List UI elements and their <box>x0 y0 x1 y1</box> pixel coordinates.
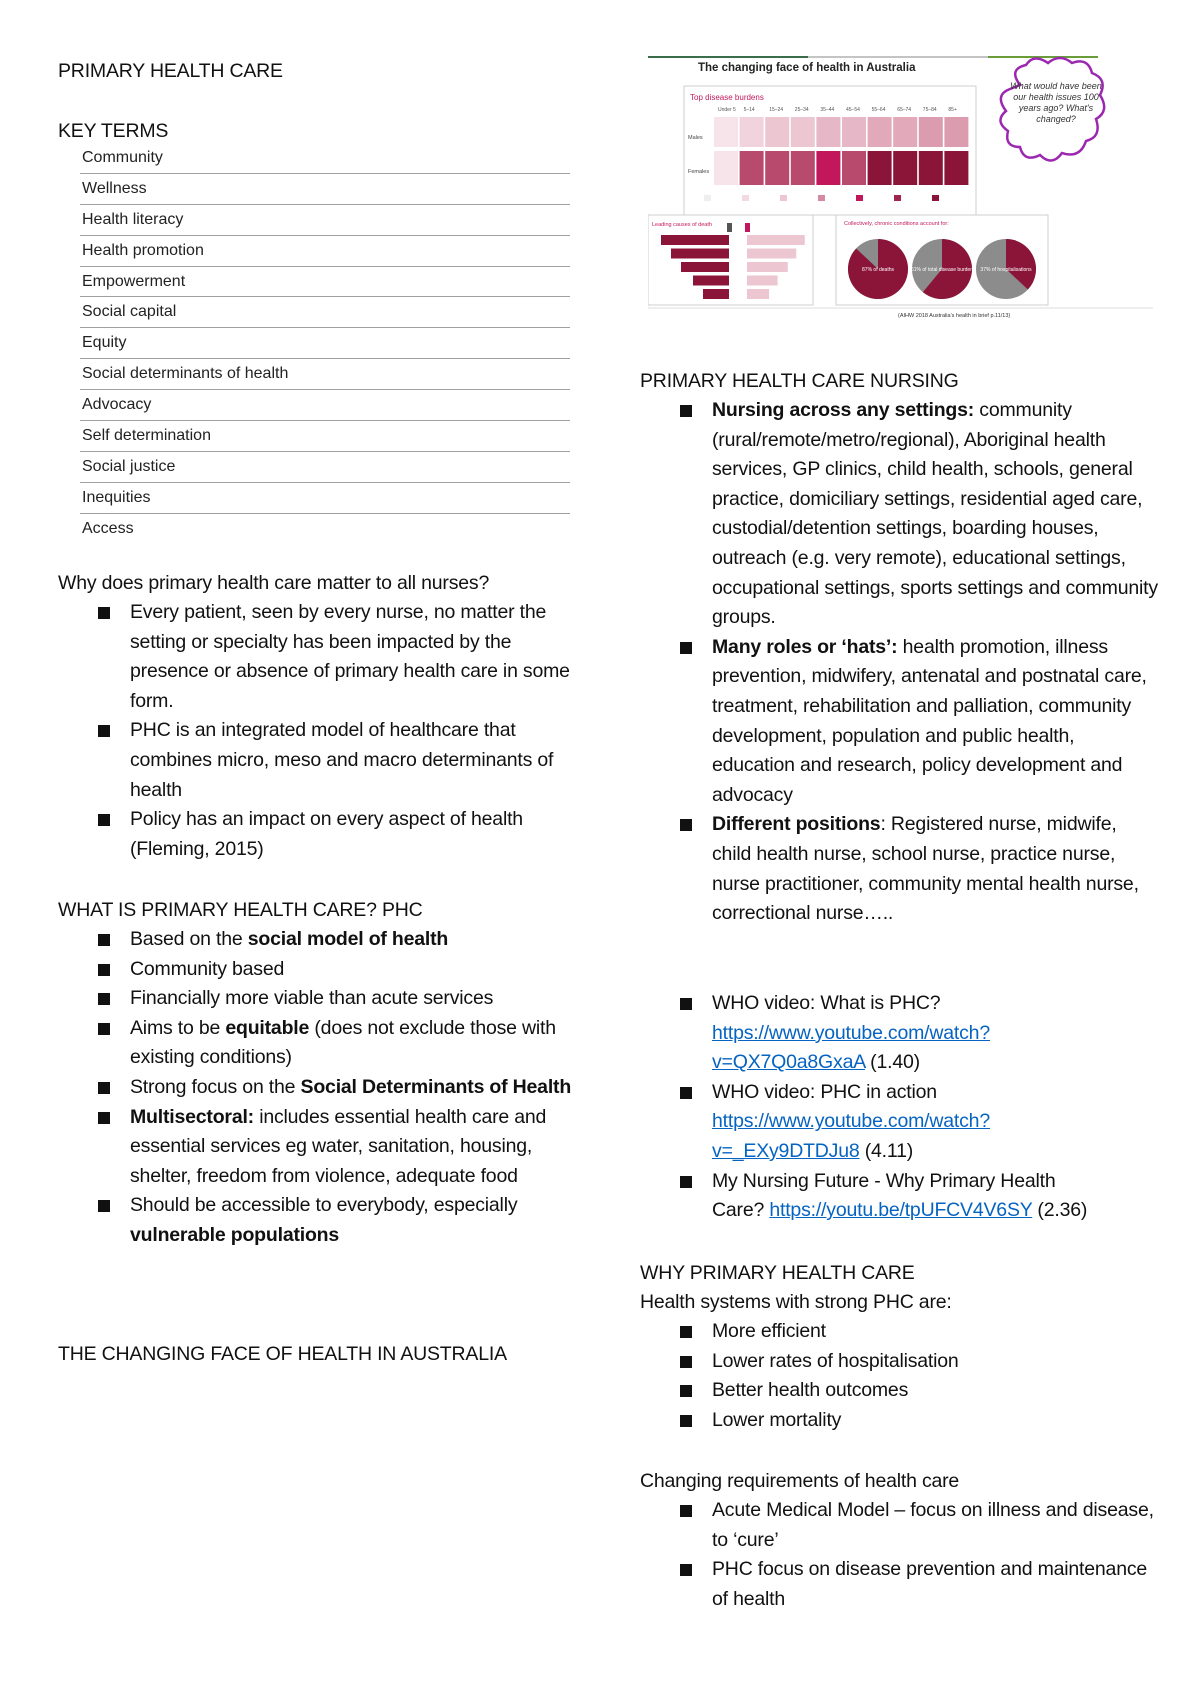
video-item-1 <box>640 989 1160 1078</box>
key-term-row: Empowerment <box>80 267 570 298</box>
bullet-icon <box>680 1385 692 1397</box>
bullet-icon <box>680 405 692 417</box>
item-text: More efficient <box>712 1320 826 1342</box>
age-label: Under 5 <box>718 107 736 113</box>
item-pre: Should be accessible to everybody, especially <box>130 1194 518 1217</box>
item-bold: Multisectoral: <box>130 1105 254 1128</box>
phcn-list <box>640 396 1160 929</box>
bullet-icon <box>680 819 692 831</box>
item-text: Acute Medical Model – focus on illness and disease, to ‘cure’ <box>712 1499 1154 1551</box>
age-label: 55–64 <box>871 107 886 113</box>
heatmap-cell-male <box>740 117 764 147</box>
male-icon <box>727 223 732 232</box>
item-text: Better health outcomes <box>712 1379 909 1402</box>
legend-swatch <box>780 195 787 201</box>
heatmap-cell-female <box>791 151 815 185</box>
funnel-bar-right <box>747 249 796 259</box>
bullet-icon <box>680 1087 692 1099</box>
disease-burden-title: Top disease burdens <box>690 93 764 102</box>
key-term-row: Social justice <box>80 452 570 483</box>
bullet-icon <box>680 1505 692 1517</box>
heatmap-cell-female <box>842 151 866 185</box>
bullet-icon <box>680 1564 692 1576</box>
item-text: Lower mortality <box>712 1408 842 1431</box>
requirements-list <box>640 1496 1160 1614</box>
why-list <box>58 598 578 864</box>
phcn-heading: PRIMARY HEALTH CARE NURSING <box>640 370 959 392</box>
heatmap-cell-male <box>816 117 840 147</box>
key-term-row: Inequities <box>80 483 570 514</box>
item-post: Policy has an impact on every aspect of health (Fleming, 2015) <box>130 808 523 860</box>
figure-source: (AIHW 2018 Australia's health in brief p.11/13) <box>898 313 1011 319</box>
item-text: : Registered nurse, midwife, child health nurse, school nurse, practice nurse, nurse practitioner, community mental health nurse, correctional nurse….. <box>712 813 1139 925</box>
bullet-icon <box>680 1326 692 1338</box>
bullet-icon <box>98 1200 110 1212</box>
bullet-icon <box>98 607 110 619</box>
heatmap-cell-female <box>893 151 917 185</box>
heatmap-cell-male <box>714 117 738 147</box>
list-item <box>640 1496 1160 1555</box>
legend-swatch <box>818 195 825 201</box>
funnel-bar-right <box>747 262 788 272</box>
item-pre: Aims to be <box>130 1016 226 1039</box>
heatmap-cell-male <box>919 117 943 147</box>
key-term-row: Self determination <box>80 421 570 452</box>
item-post: PHC is an integrated model of healthcare that combines micro, meso and macro determinants of health <box>130 719 554 801</box>
chronic-pies <box>848 239 1036 299</box>
changing-heading: THE CHANGING FACE OF HEALTH IN AUSTRALIA <box>58 1343 507 1365</box>
heatmap-cell-female <box>868 151 892 185</box>
bullet-icon <box>98 725 110 737</box>
pie-label: 61% of total disease burden <box>911 267 973 273</box>
heatmap-cell-male <box>868 117 892 147</box>
list-item <box>58 955 578 985</box>
item-bold: social model of health <box>247 928 449 950</box>
legend-swatch <box>742 195 749 201</box>
phcn-item <box>640 810 1160 928</box>
legend-swatch <box>932 195 939 201</box>
video2-time: (4.11) <box>859 1139 914 1162</box>
item-pre: Financially more viable than acute services <box>130 987 494 1010</box>
key-term-row: Health literacy <box>80 205 570 236</box>
item-bold: Social Determinants of Health <box>300 1075 572 1098</box>
bullet-icon <box>680 998 692 1010</box>
list-item <box>640 1317 1160 1347</box>
legend-swatch <box>894 195 901 201</box>
bubble-text: What would have been our health issues 100 years ago? What's changed? <box>1010 81 1102 124</box>
why-phc-sub: Health systems with strong PHC are: <box>640 1291 952 1313</box>
item-post: Every patient, seen by every nurse, no matter the setting or specialty has been impacted by the presence or absence of primary health care in some form. <box>130 601 570 712</box>
row-females-label: Females <box>688 169 710 175</box>
funnel-bar-right <box>747 235 805 245</box>
item-text: PHC focus on disease prevention and maintenance of health <box>712 1558 1148 1610</box>
what-list <box>58 925 578 1251</box>
list-item <box>58 1103 578 1192</box>
key-term-row: Health promotion <box>80 236 570 267</box>
item-bold: Different positions <box>712 813 881 836</box>
why-phc-heading: WHY PRIMARY HEALTH CARE <box>640 1262 915 1284</box>
bullet-icon <box>98 1082 110 1094</box>
chronic-conditions-title: Collectively, chronic conditions account for: <box>844 221 949 227</box>
heatmap-cell-female <box>816 151 840 185</box>
bullet-icon <box>98 814 110 826</box>
funnel-bar-left <box>681 262 729 272</box>
video-list <box>640 989 1160 1226</box>
item-bold: Many roles or ‘hats’: <box>712 635 898 658</box>
heatmap-cell-male <box>765 117 789 147</box>
item-pre: Strong focus on the <box>130 1075 301 1098</box>
funnel-bar-left <box>693 276 729 286</box>
age-label: 75–84 <box>922 107 937 113</box>
what-heading: WHAT IS PRIMARY HEALTH CARE? PHC <box>58 899 423 921</box>
heatmap-cell-female <box>740 151 764 185</box>
item-text: community (rural/remote/metro/regional), Aboriginal health services, GP clinics, child health, schools, general practice, domiciliary settings, residential aged care, custodial/detention settings, boarding houses, outreach (e.g. very remote), educational settings, occupational settings, sports settings and community groups. <box>712 399 1158 629</box>
video-item-3: My Nursing Future - Why Primary Health Care? https://youtu.be/tpUFCV4V6SY (2.36) <box>640 1167 1160 1226</box>
bullet-icon <box>98 1112 110 1124</box>
video2-text: WHO video: PHC in action <box>712 1080 937 1103</box>
item-bold: equitable <box>225 1016 310 1039</box>
age-label: 65–74 <box>897 107 912 113</box>
age-label: 15–24 <box>769 107 784 113</box>
bullet-icon <box>98 934 110 946</box>
list-item <box>640 1555 1160 1614</box>
list-item <box>58 984 578 1014</box>
requirements-heading: Changing requirements of health care <box>640 1470 960 1492</box>
figure-title: The changing face of health in Australia <box>698 62 916 74</box>
why-heading: Why does primary health care matter to all nurses? <box>58 572 490 594</box>
video-item-2 <box>640 1078 1160 1167</box>
bullet-icon <box>680 1415 692 1427</box>
why-phc-list <box>640 1317 1160 1435</box>
age-label: 85+ <box>948 107 957 113</box>
list-item <box>58 1014 578 1073</box>
video1-time: (1.40) <box>864 1051 920 1074</box>
pie-label: 87% of deaths <box>862 267 894 273</box>
phcn-item <box>640 633 1160 811</box>
changing-face-figure <box>648 55 1153 337</box>
bullet-icon <box>98 1023 110 1035</box>
legend-swatch <box>704 195 711 201</box>
age-label: 45–54 <box>846 107 860 113</box>
key-terms-table <box>80 143 570 545</box>
video2-link[interactable]: https://www.youtube.com/watch? v=_EXy9DTDJu8 <box>712 1110 990 1162</box>
list-item <box>58 1191 578 1250</box>
age-label: 35–44 <box>820 107 835 113</box>
funnel-bar-left <box>671 249 729 259</box>
key-term-row: Social determinants of health <box>80 359 570 390</box>
list-item <box>58 925 578 955</box>
phcn-item <box>640 396 1160 633</box>
key-terms-heading: KEY TERMS <box>58 120 169 142</box>
item-post: (does not exclude those with existing conditions) <box>130 1016 556 1069</box>
key-term-row: Community <box>80 143 570 174</box>
video1-link[interactable]: https://www.youtube.com/watch? v=QX7Q0a8GxaA <box>712 1021 990 1074</box>
item-pre: Based on the <box>130 928 248 950</box>
item-bold: Nursing across any settings: <box>712 399 975 421</box>
female-icon <box>745 223 750 232</box>
heatmap-cell-female <box>765 151 789 185</box>
heatmap-cell-male <box>791 117 815 147</box>
item-post: includes essential health care and essential services eg water, sanitation, housing, shelter, freedom from violence, adequate food <box>130 1105 547 1187</box>
key-term-row: Access <box>82 519 134 537</box>
video3-link[interactable]: https://youtu.be/tpUFCV4V6SY <box>769 1199 1033 1222</box>
legend-swatch <box>856 195 863 201</box>
list-item <box>58 805 578 864</box>
age-label: 25–34 <box>794 107 809 113</box>
funnel-bar-right <box>747 289 769 299</box>
video3-time: (2.36) <box>1032 1199 1088 1222</box>
key-term-row: Equity <box>80 328 570 359</box>
heatmap-cell-male <box>842 117 866 147</box>
bullet-icon <box>680 1176 692 1188</box>
funnel-bar-left <box>661 235 729 245</box>
video1-text: WHO video: What is PHC? <box>712 992 941 1014</box>
causes-of-death-title: Leading causes of death <box>652 222 712 228</box>
item-bold: vulnerable populations <box>130 1223 340 1246</box>
list-item <box>58 1073 578 1103</box>
list-item <box>58 598 578 716</box>
pie-label: 37% of hospitalisations <box>980 267 1032 273</box>
item-text: Lower rates of hospitalisation <box>712 1349 959 1372</box>
funnel-bar-right <box>747 276 778 286</box>
item-pre: Community based <box>130 957 285 980</box>
bullet-icon <box>98 993 110 1005</box>
bullet-icon <box>98 964 110 976</box>
heatmap-cell-male <box>893 117 917 147</box>
bullet-icon <box>680 642 692 654</box>
age-label: 5–14 <box>743 107 755 113</box>
funnel-bar-left <box>703 289 729 299</box>
list-item <box>640 1376 1160 1406</box>
heatmap-cell-female <box>944 151 968 185</box>
bullet-icon <box>680 1356 692 1368</box>
list-item <box>58 716 578 805</box>
page-title: PRIMARY HEALTH CARE <box>58 60 283 82</box>
list-item <box>640 1347 1160 1377</box>
row-males-label: Males <box>688 135 703 141</box>
key-term-row: Wellness <box>80 174 570 205</box>
heatmap-cell-female <box>919 151 943 185</box>
heatmap-cell-female <box>714 151 738 185</box>
list-item <box>640 1406 1160 1436</box>
key-term-row: Advocacy <box>80 390 570 421</box>
video3-text: My Nursing Future - Why Primary Health <box>712 1169 1056 1192</box>
item-text: health promotion, illness prevention, midwifery, antenatal and postnatal care, treatment, rehabilitation and palliation, community development, population and public health, education and research, policy development and advocacy <box>712 635 1147 806</box>
heatmap-cell-male <box>944 117 968 147</box>
key-term-row: Social capital <box>80 297 570 328</box>
